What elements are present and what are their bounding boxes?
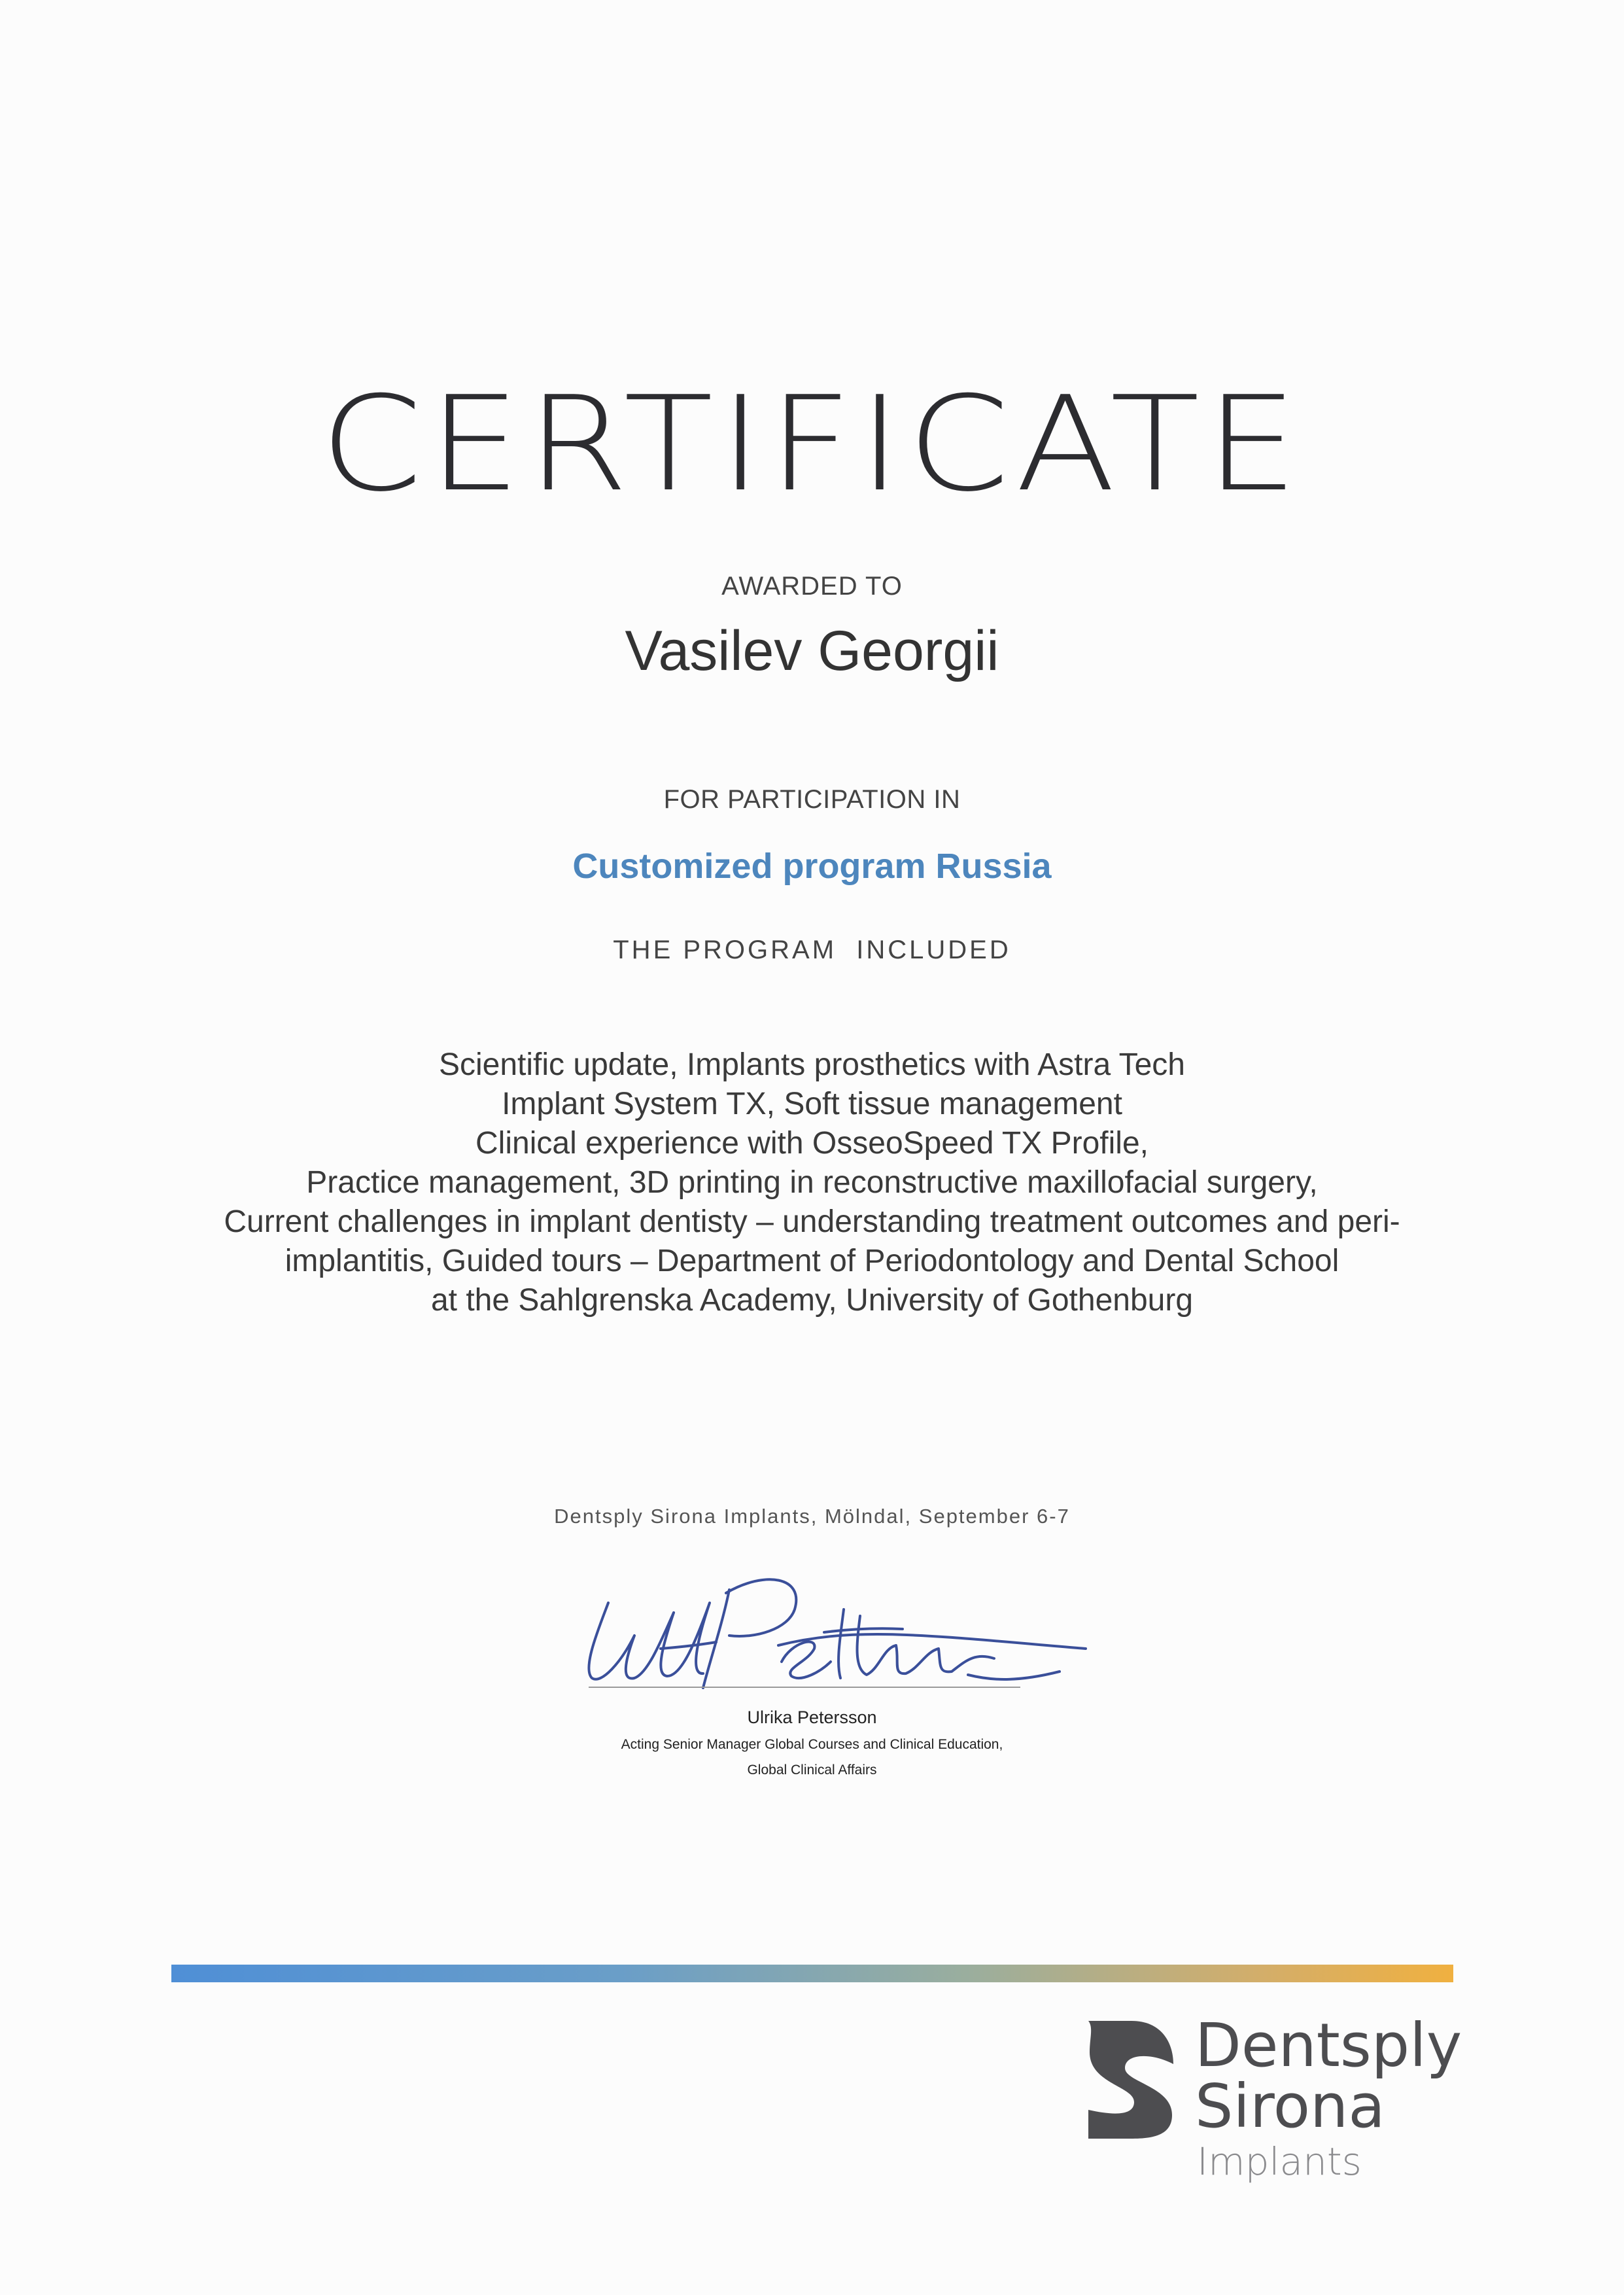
program-name: Customized program Russia <box>572 847 1052 886</box>
certificate-title: CERTIFICATE <box>320 368 1304 521</box>
signatory-department: Global Clinical Affairs <box>747 1762 877 1778</box>
program-line: implantitis, Guided tours – Department of Periodontology and Dental School <box>285 1244 1339 1278</box>
decorative-gradient-bar <box>171 1965 1453 1982</box>
program-line: at the Sahlgrenska Academy, University of Gothenburg <box>430 1283 1194 1318</box>
venue-date-line: Dentsply Sirona Implants, Mölndal, September 6-7 <box>554 1505 1070 1528</box>
participation-label: FOR PARTICIPATION IN <box>663 785 961 814</box>
program-line: Implant System TX, Soft tissue management <box>502 1087 1122 1121</box>
program-line: Scientific update, Implants prosthetics with Astra Tech <box>438 1047 1185 1082</box>
brand-subname: Implants <box>1197 2139 1362 2184</box>
brand-name-line2: Sirona <box>1195 2071 1385 2141</box>
signature-line <box>589 1687 1020 1688</box>
program-line: Clinical experience with OsseoSpeed TX Profile, <box>475 1126 1149 1161</box>
program-line: Current challenges in implant dentisty – understanding treatment outcomes and peri- <box>224 1204 1400 1239</box>
awarded-to-label: AWARDED TO <box>721 572 903 601</box>
program-included-label: THE PROGRAM INCLUDED <box>613 936 1011 964</box>
program-description <box>0 1045 1624 1320</box>
brand-name-line1: Dentsply <box>1195 2010 1462 2080</box>
dentsply-sirona-s-logo-icon <box>1086 2018 1176 2140</box>
recipient-name: Vasilev Georgii <box>625 620 999 682</box>
signatory-name: Ulrika Petersson <box>747 1708 877 1727</box>
program-line: Practice management, 3D printing in reconstructive maxillofacial surgery, <box>306 1165 1318 1200</box>
handwritten-signature <box>562 1564 1099 1714</box>
signatory-title: Acting Senior Manager Global Courses and Clinical Education, <box>621 1737 1003 1752</box>
